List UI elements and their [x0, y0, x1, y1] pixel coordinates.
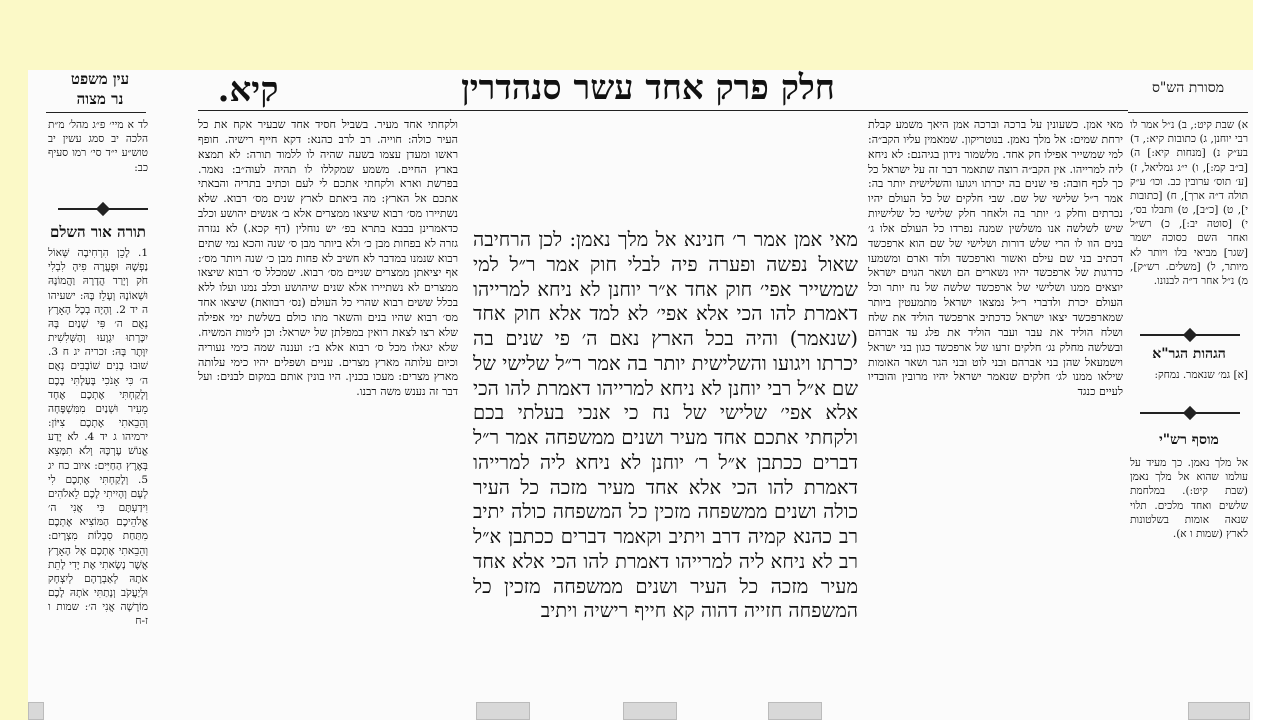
gemara-text: מאי אמן אמר ר׳ חנינא אל מלך נאמן: לכן הרחיבה שאול נפשה ופערה פיה לבלי חוק אמר ר״ל למי שמשייר אפי׳ חוק אחד א״ר יוחנן לא ניחא למרייהו דאמרת להו הכי אלא אפי׳ לא למד אלא חוק אחד (שנאמר) והיה בכל הארץ נאם ה׳ פי שנים בה יכרתו ויגועו והשלישית יותר בה אמר ר״ל שלישי של שם א״ל רבי יוחנן לא ניחא למרייהו דאמרת להו הכי אלא אפי׳ שלישי של נח כי אנכי בעלתי בכם ולקחתי אתכם אחד מעיר ושנים ממשפחה אמר ר״ל דברים ככתבן א״ל ר׳ יוחנן לא ניחא ליה למרייהו דאמרת להו הכי אלא אחד מעיר מזכה כל העיר כולה ושנים ממשפחה מזכין כל המשפחה כולה יתיב רב כהנא קמיה דרב ויתיב וקאמר דברים ככתבן א״ל רב לא ניחא ליה למרייהו דאמרת להו הכי אלא אחד מעיר מזכה כל העיר ושנים ממשפחה מזכין כל המשפחה חזייה דהוה קא חייף רישיה ויתיב — [473, 228, 858, 623]
bottom-tab[interactable] — [623, 702, 677, 720]
musaf-rashi-text: אל מלך נאמן. כך מעיד על עולמו שהוא אל מלך נאמן (שבת קיט:). במלחמת שלשים ואחד מלכים. תלוי שנאה אומות בשלטונות לארץ (שמות ו א). — [1130, 457, 1248, 540]
page-number: קיא. — [217, 70, 279, 110]
masoret-hashas-title: מסורת הש"ס — [1151, 80, 1225, 96]
musaf-rashi-title: מוסף רש"י — [1159, 432, 1219, 448]
bottom-tab[interactable] — [476, 702, 530, 720]
right-scrollbar-area[interactable] — [1253, 0, 1280, 720]
ornament-divider — [58, 202, 148, 216]
masoret-text: א) שבת קיט:, ב) נ״ל אמר לו רבי יוחנן, ג) כתובות קיא:, ד) בע״ק נ) [מנחות קיא:] ה) [ב״ב קמ:], ו) י״ג גמליאל, ז) [ע׳ תוס׳ ערובין כב. וכו׳ ע״ק תולה ד״ה ארך], ח) [כתובות י], ט) [כ״ב], ט) ותבלו בס׳, י) [סוטה יב:], כ) רש״ל ואחר השם כסוכה ישמר [שגר] מביאי בלו ויותר לא מיותר, ל) [משלים. רש״ק], מ) נ״ל אחר ד״ה לבנונו. — [1130, 119, 1248, 287]
tosafot-text: ולקחתי אחד מעיר. בשביל חסיד אחד שבעיר אקח את כל העיר כולה: חוייה. רב לרב כהנא: דקא חייף רישיה. חופף ראשו ומעדן עצמו בשעה שהיה לו ללמוד תורה: לא תמצא בארץ החיים. משמע שמקללו לו תהיה לעוה״ב: נאמר. בפרשת וארא ולקחתי אתכם לי לעם וכתיב בתריה והבאתי אתכם אל הארץ: מה ביאתם לארץ שנים מס׳ רבוא. שלא נשתיירו מס׳ רבוא שיצאו ממצרים אלא ב׳ אנשים יהושע וכלב כדאמרינן בבבא בתרא בפ׳ יש נוחלין (דף קכא.) לא נגזרה גזרה לא בפחות מבן כ׳ ולא ביותר מבן ס׳ שנה והכא נמי שתים רבוא שנמנו במדבר לא חשיב לא פחות מבן כ׳ שנה ויותר מס׳: אף יציאתן ממצרים שניים מס׳ רבוא. שמכלל ס׳ רבוא שיצאו ממצרים לא נשתיירו אלא שנים שיהושע וכלב נמנו ועלו ללא בכלל ששים רבוא שהרי כל העולם (נס׳ רבוואת) שיצאו אחד מס׳ רבוא שהיו בנים והשאר מתו כולם בשלשת ימי אפילה שלא רצו לצאת רואין במפלתן של ישראל: וכן לימות המשיח. שלא יגאלו מכל ס׳ רבוא אלא ב׳: ועננה שמה כימי נעוריה וכיום עלותה מארץ מצרים. עניים ושפלים יהיו כימי עלותה מארץ מצרים: מעכו בכנין. היו בונין אותם במקום לבנים: ועל דבר זה נענש משה רבנו. — [198, 118, 458, 399]
rashi-text: מאי אמן. כשעונין על ברכה וברכה אמן היאך משמע קבלת ירחת שמים: אל מלך נאמן. בנוטריקון. שמאמין עליו הקב״ה: למי שמשייר אפילו חק אחד. מלשמור נידון בגיהנם: לא ניחא ליה למרייהו. אין הקב״ה רוצה שתאמר דבר זה על ישראל כל כך לכף חובה: פי שנים בה יכרתו ויגועו והשלישית יותר בה: אמר ר״ל שלישי של שם. שבי חלקים של כל העולם יהיו נכרתים וחלק ג׳ יותר בה ולאחר חלק שלישי כל שלישיות שיש לשלשה אנו משלשין שמנה נפרדו כל העולם אלו ג׳ בנים הוו לו הרי שלש דורות ושלישי של שם הוא ארפכשד דכתיב בני שם עילם ואשור וארפכשד ולוד וארם ומשמעו כדרגות של ארפכשד יהיו נשארים הם ושאר הגוים ישראל יוצאים ממנו ושלישי של ארפכשד שלשה של נח יותר וכל העולם יכרת ולדברי ר״ל נמצאו ישראל מתמעטין ביותר שמארפכשד יצאו ישראל כדכתיב ארפכשד הוליד את שלח ושלח הוליד את עבר ועבר הוליד את פלג עד אברהם ובשלשה מחלק נג׳ חלקים זרעו של ארפכשד כגון בני ישראל וישמעאל שהן בני אברהם ובני לוט ובני הגר ושאר האומות שילאו ממנו לג׳ חלקים שנאמר ישראל יהיו מרובין והובדיו לעיים כנגד — [868, 118, 1123, 399]
header-rule — [198, 110, 1128, 111]
bottom-tab[interactable] — [768, 702, 822, 720]
right-column-rule — [1128, 112, 1248, 113]
ein-mishpat-title: עין משפט — [70, 70, 130, 88]
ein-mishpat-text: לד א מיי׳ פ״ג מהל׳ מ״ת הלכה יב סמג עשין יב טוש״ע י״ד סי׳ רמו סעיף כב: — [48, 119, 148, 174]
bottom-tab[interactable] — [1188, 702, 1250, 720]
bottom-tab[interactable] — [28, 702, 44, 720]
hagahot-title: הגהות הגר"א — [1152, 346, 1226, 362]
torah-or-text: 1. לָכֵן הִרְחִיבָה שְּׁאוֹל נַפְשָׁהּ וּפָעֲרָה פִיהָ לִבְלִי חֹק וְיָרַד הֲדָרָהּ וַהֲמוֹנָהּ וּשְׁאוֹנָהּ וְעָלֵז בָּהּ: ישעיהו ה יד 2. וְהָיָה בְכָל הָאָרֶץ נְאֻם ה׳ פִּי שְׁנַיִם בָּהּ יִכָּרְתוּ יִגְוָעוּ וְהַשְּׁלִשִׁית יִוָּתֶר בָּהּ: זכריה יג ח 3. שׁוּבוּ בָנִים שׁוֹבָבִים נְאֻם ה׳ כִּי אָנֹכִי בָּעַלְתִּי בָכֶם וְלָקַחְתִּי אֶתְכֶם אֶחָד מֵעִיר וּשְׁנַיִם מִמִּשְׁפָּחָה וְהֵבֵאתִי אֶתְכֶם צִיּוֹן: ירמיהו ג יד 4. לֹא יָדַע אֱנוֹשׁ עֶרְכָּהּ וְלֹא תִמָּצֵא בְּאֶרֶץ הַחַיִּים: איוב כח יג 5. וְלָקַחְתִּי אֶתְכֶם לִי לְעָם וְהָיִיתִי לָכֶם לֵאלֹהִים וִידַעְתֶּם כִּי אֲנִי ה׳ אֱלֹהֵיכֶם הַמּוֹצִיא אֶתְכֶם מִתַּחַת סִבְלוֹת מִצְרָיִם: וְהֵבֵאתִי אֶתְכֶם אֶל הָאָרֶץ אֲשֶׁר נָשָׂאתִי אֶת יָדִי לָתֵת אֹתָהּ לְאַבְרָהָם לְיִצְחָק וּלְיַעֲקֹב וְנָתַתִּי אֹתָהּ לָכֶם מוֹרָשָׁה אֲנִי ה׳: שמות ו ז-ח — [48, 247, 148, 628]
top-banner — [0, 0, 1253, 70]
ner-mitzvah-title: נר מצוה — [76, 90, 124, 108]
hagahot-text: [א] גמ׳ שנאמר. נמחק: — [1154, 369, 1248, 381]
torah-or-title: תורה אור השלם — [50, 223, 146, 241]
ornament-divider — [1140, 406, 1240, 420]
ornament-divider — [1140, 328, 1240, 342]
left-column-rule — [46, 112, 146, 113]
tractate-title: חלק פרק אחד עשר סנהדרין — [461, 70, 835, 108]
talmud-page — [28, 70, 1253, 720]
